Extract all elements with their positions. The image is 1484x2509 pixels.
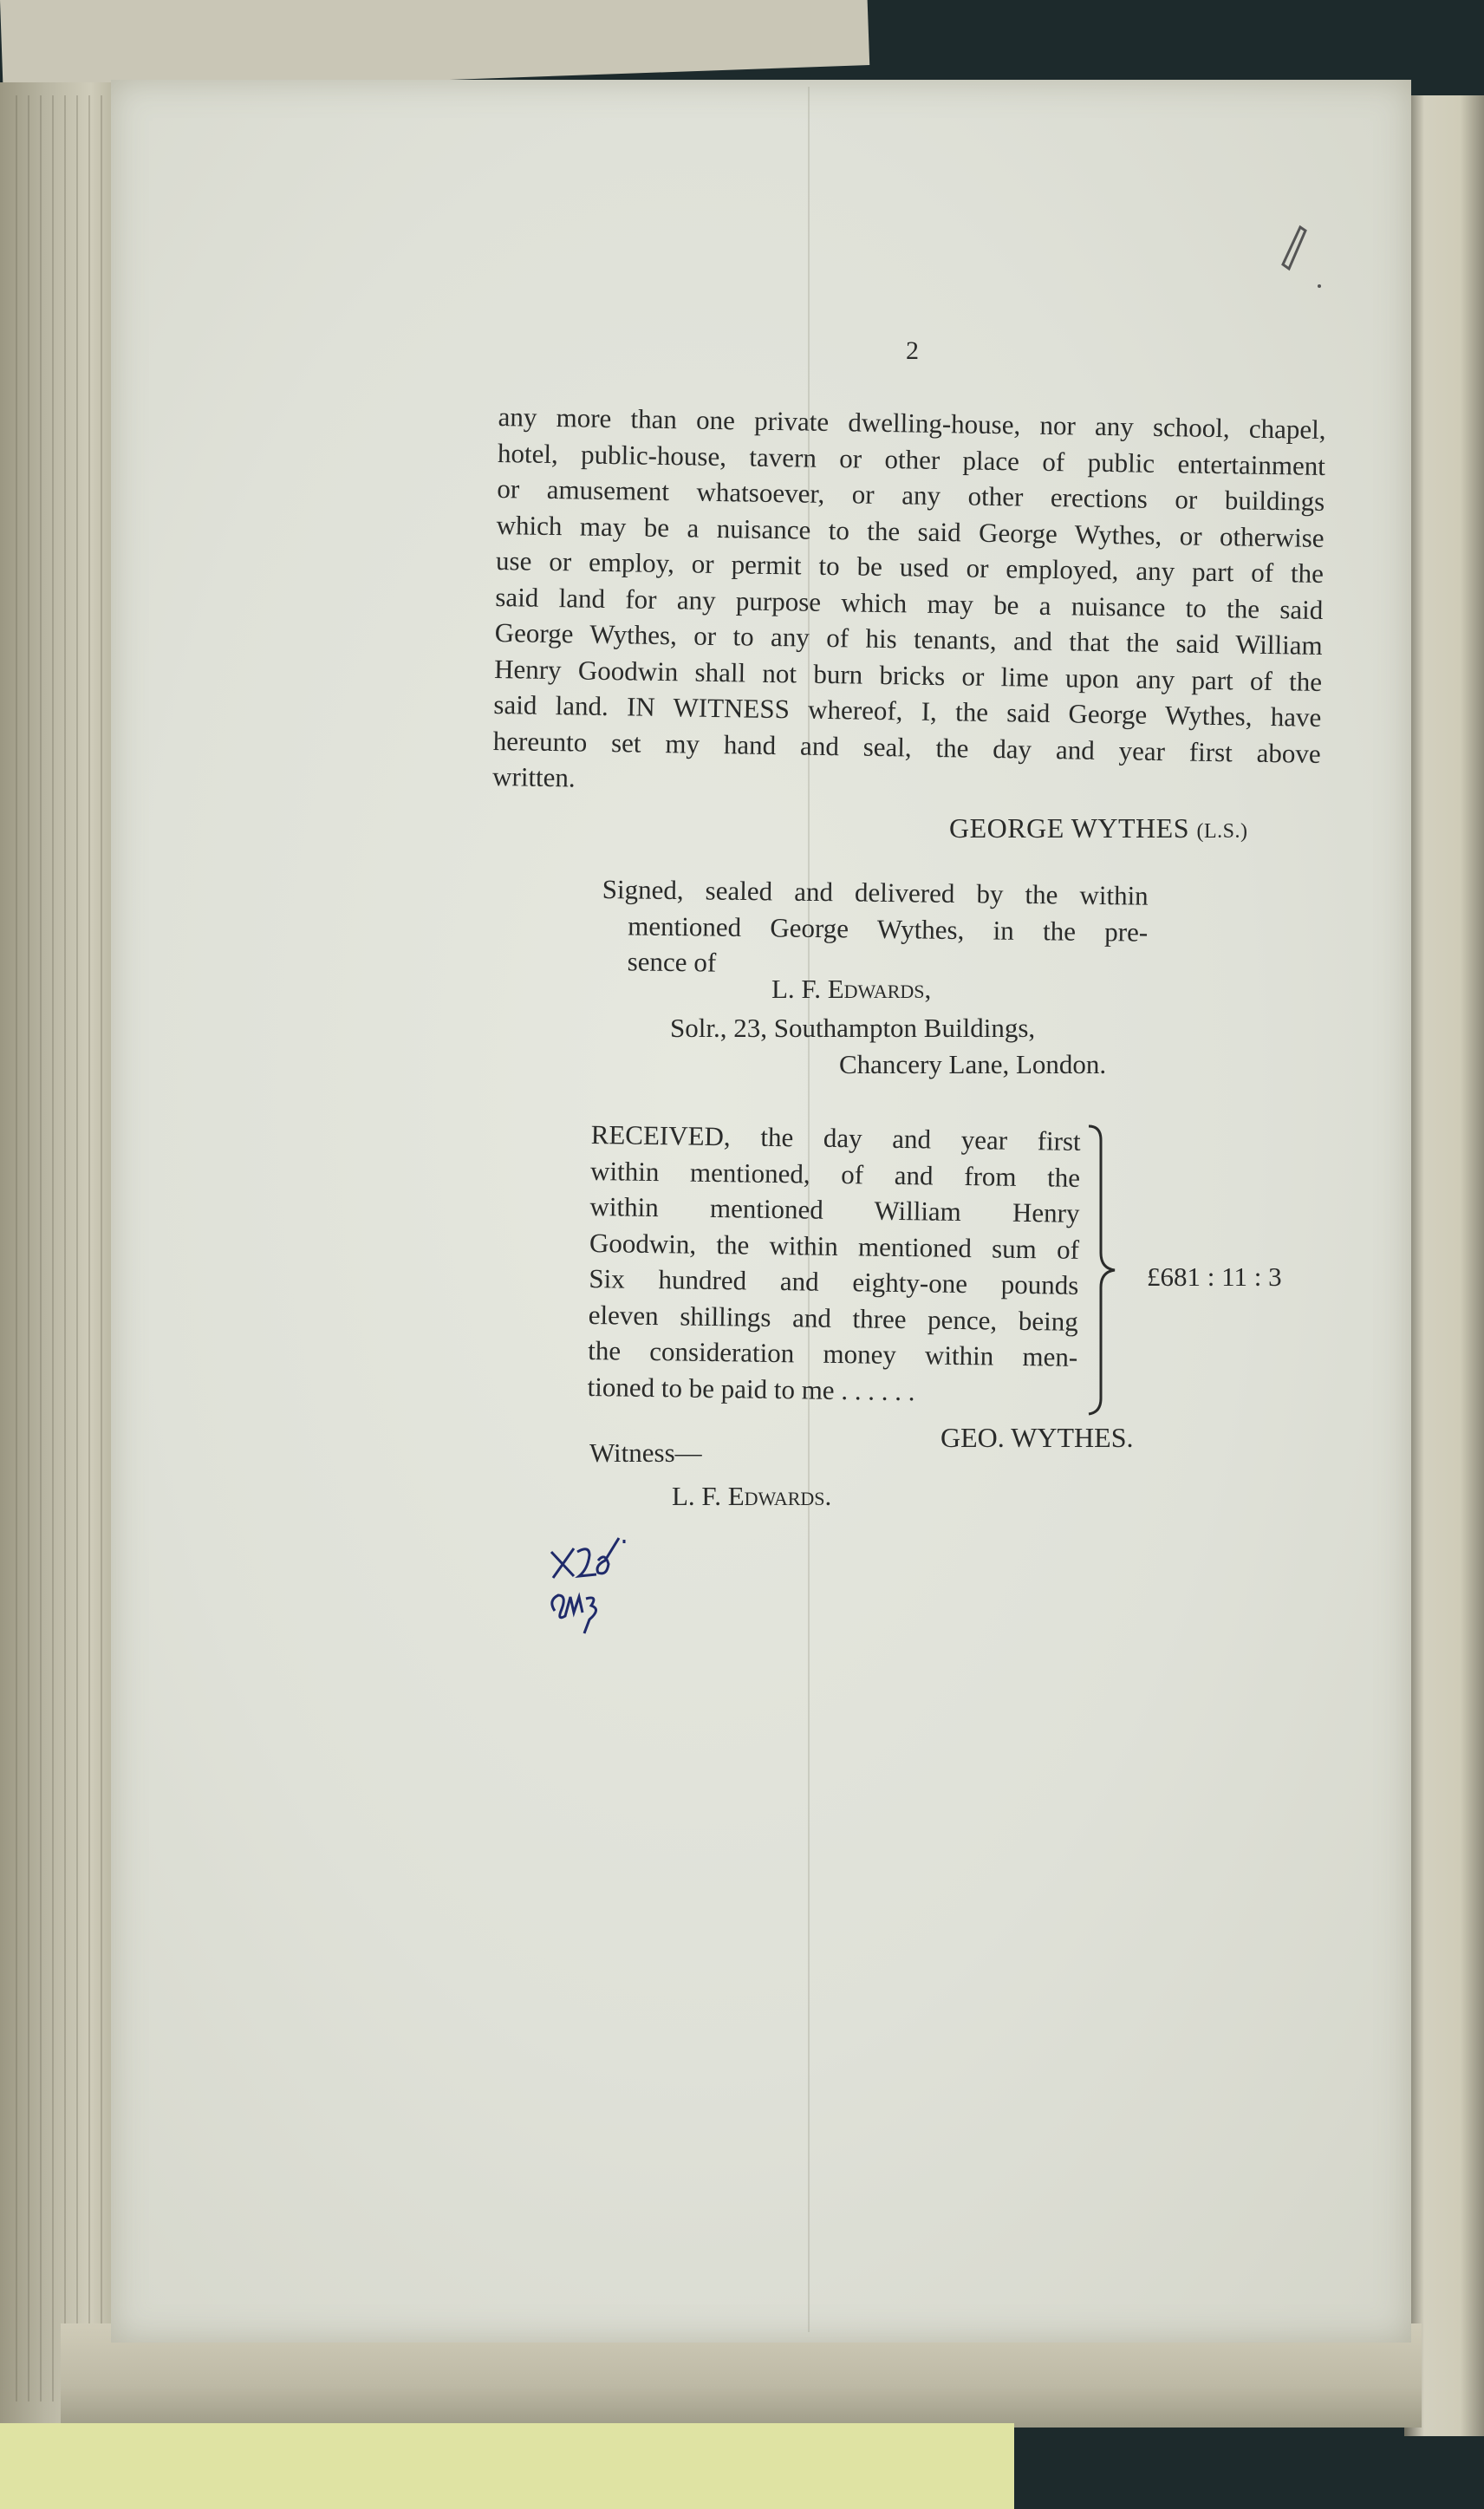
grantor-signature bbox=[949, 811, 1248, 850]
binding-right-edge bbox=[1404, 95, 1484, 2436]
page-number: 2 bbox=[906, 336, 919, 365]
receipt-line: within mentioned William Henry bbox=[589, 1190, 1080, 1228]
attestation-line: mentioned George Wythes, in the pre- bbox=[628, 909, 1149, 948]
body-line: George Wythes, or to any of his tenants, and that the said William bbox=[494, 616, 1323, 661]
witness-address-line1: Solr., 23, Southampton Buildings, bbox=[670, 1013, 1036, 1043]
receipt-signature: GEO. WYTHES. bbox=[941, 1422, 1134, 1453]
receipt-line: eleven shillings and three pence, being bbox=[588, 1299, 1079, 1337]
grantor-name: GEORGE WYTHES bbox=[949, 812, 1189, 844]
receipt-witness-name: L. F. Edwards. bbox=[672, 1481, 832, 1511]
receipt-line: within mentioned, of and from the bbox=[589, 1155, 1081, 1193]
handwritten-initials-icon bbox=[544, 1526, 657, 1639]
body-paragraph bbox=[492, 399, 1326, 807]
body-line: or amusement whatsoever, or any other erections or buildings bbox=[497, 472, 1325, 517]
body-line: which may be a nuisance to the said George Wythes, or otherwise bbox=[496, 509, 1325, 553]
seal-mark: (L.S.) bbox=[1196, 820, 1248, 843]
receipt-line: Six hundred and eighty-one pounds bbox=[589, 1262, 1079, 1300]
body-line: Henry Goodwin shall not burn bricks or lime upon any part of the bbox=[493, 653, 1323, 697]
witness-address-line2: Chancery Lane, London. bbox=[839, 1049, 1107, 1079]
attestation-clause bbox=[601, 871, 1148, 986]
body-line: said land. IN WITNESS whereof, I, the said George Wythes, have bbox=[493, 688, 1322, 733]
yellow-slip bbox=[0, 2423, 1014, 2509]
page-stack-edges bbox=[16, 95, 102, 2401]
receipt-witness-label: Witness— bbox=[589, 1437, 702, 1468]
body-line: use or employ, or permit to be used or employed, any part of the bbox=[495, 544, 1325, 589]
right-brace bbox=[1082, 1123, 1125, 1417]
body-line: written. bbox=[491, 760, 576, 793]
receipt-clause bbox=[587, 1117, 1081, 1411]
attestation-line: Signed, sealed and delivered by the within bbox=[602, 873, 1149, 911]
pencil-mark-icon bbox=[1276, 217, 1328, 295]
attestation-line: sence of bbox=[627, 946, 717, 978]
body-line: hotel, public-house, tavern or other place of public entertainment bbox=[497, 437, 1326, 481]
attesting-witness-name: L. F. Edwards, bbox=[771, 974, 932, 1004]
receipt-line: Goodwin, the within mentioned sum of bbox=[589, 1227, 1080, 1265]
receipt-amount: £681 : 11 : 3 bbox=[1147, 1261, 1282, 1292]
body-line: any more than one private dwelling-house, nor any school, chapel, bbox=[498, 401, 1326, 445]
body-line: hereunto set my hand and seal, the day and year first above bbox=[492, 725, 1321, 769]
receipt-line: tioned to be paid to me . . . . . . bbox=[587, 1371, 915, 1406]
receipt-line: the consideration money within men- bbox=[587, 1334, 1078, 1372]
receipt-line: RECEIVED, the day and year first bbox=[590, 1118, 1081, 1157]
body-line: said land for any purpose which may be a nuisance to the said bbox=[495, 581, 1324, 625]
